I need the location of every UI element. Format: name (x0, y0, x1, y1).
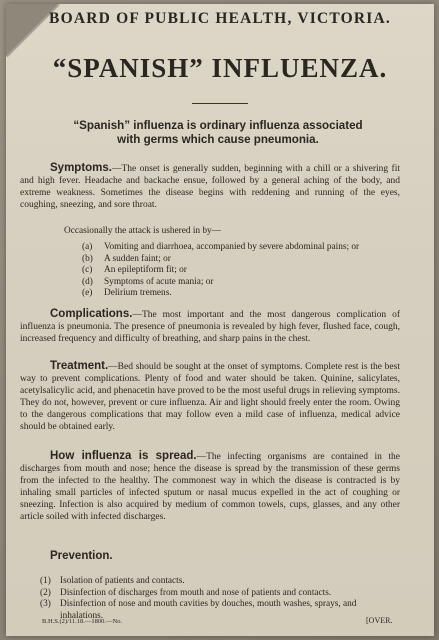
list-item: (2) Disinfection of discharges from mouth and nose of patients and contacts. (40, 587, 332, 598)
treatment-heading: Treatment. (50, 360, 109, 372)
list-item: (a) Vomiting and diarrhoea, accompanied by severe abdominal pains; or (82, 242, 360, 252)
spread-text: —The infecting organisms are contained in the discharges from mouth and nose; hence the disease is spread by the transmission of these germs from the infected to the healthy. The commonest way in which the disease is contracted is by inhaling small particles of infected sputum or nasal mucus expelled in the act of coughing or sneezing. Infection is also acquired by medium of common towels, cups, glasses, and any other article soiled with infected discharges. (20, 452, 401, 522)
list-item: (c) An epileptiform fit; or (82, 265, 187, 276)
print-code: B.H.S.(2)/11.18.—1800.—No. (42, 618, 123, 625)
prevention-list (40, 576, 400, 622)
symptoms-text: —The onset is generally sudden, beginning with a chill or a shivering fit and high fever. Headache and backache ensue, followed by a general aching of the body, and extreme weakness. Sometimes the disease begins with reddening and running of the eyes, coughing, sneezing, and sore throat. (20, 164, 400, 210)
list-item: (3) Disinfection of nose and mouth cavities by douches, mouth washes, sprays, and inhalations. (40, 599, 357, 621)
treatment-section (20, 360, 400, 433)
complications-section (20, 308, 400, 345)
list-item: (b) A sudden faint; or (82, 253, 171, 264)
complications-text: —The most important and the most dangerous complication of influenza is pneumonia. The presence of pneumonia is revealed by high fever, flushed face, cough, increased frequency and difficulty of breathing, and sharp pains in the chest. (20, 310, 400, 344)
treatment-text: —Bed should be sought at the onset of symptoms. Complete rest is the best way to prevent complications. Plenty of food and water should be taken. Quinine, salicylates, acetylsalicylic acid, and phenacetin have proved to be the most useful drugs in relieving symptoms. They do not, however, prevent or cure influenza. Air and light should freely enter the room. Owing to the dangerous complications that may follow even a mild case of influenza, medical advice should be obtained early. (20, 362, 400, 432)
symptoms-section (20, 162, 400, 211)
symptoms-list (82, 242, 359, 300)
spread-section (20, 450, 400, 523)
list-item: (d) Symptoms of acute mania; or (82, 276, 214, 287)
board-heading: BOARD OF PUBLIC HEALTH, VICTORIA. (49, 10, 391, 27)
title-rule (192, 103, 248, 104)
complications-heading: Complications. (50, 308, 133, 320)
list-item: (e) Delirium tremens. (82, 288, 172, 299)
spread-heading: How influenza is spread. (50, 450, 197, 462)
poster-sheet (6, 4, 434, 636)
prevention-heading: Prevention. (50, 550, 113, 562)
symptoms-intro: Occasionally the attack is ushered in by— (64, 226, 221, 236)
subtitle: “Spanish” influenza is ordinary influenza associated with germs which cause pneumonia. (73, 119, 363, 146)
poster-title: “SPANISH” INFLUENZA. (52, 53, 388, 83)
list-item: (1) Isolation of patients and contacts. (40, 576, 185, 586)
symptoms-heading: Symptoms. (50, 162, 112, 174)
over-note: [OVER. (366, 616, 393, 625)
